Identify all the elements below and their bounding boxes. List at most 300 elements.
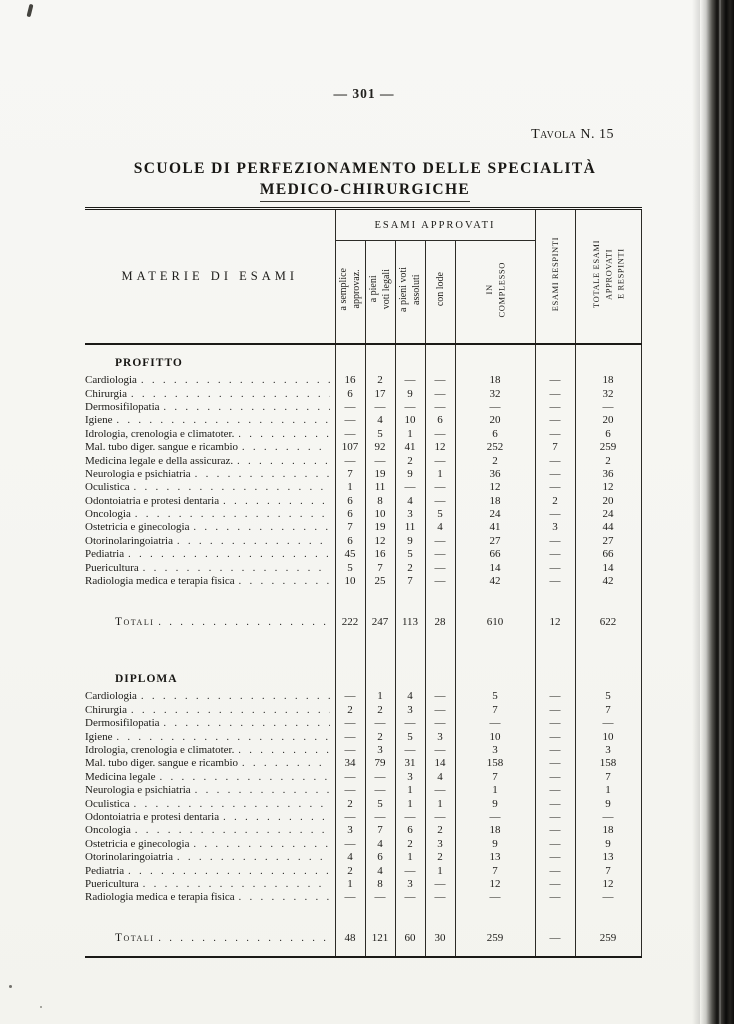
totals-row xyxy=(85,929,641,949)
value-cell: 16 xyxy=(365,548,395,561)
dot-leader xyxy=(116,414,329,427)
value-cell: 10 xyxy=(455,730,535,743)
value-cell: 13 xyxy=(455,851,535,864)
value-cell: — xyxy=(535,864,575,877)
value-cell: 12 xyxy=(575,481,641,494)
empty-cell xyxy=(535,588,575,612)
value-cell: 9 xyxy=(395,387,425,400)
value-cell: — xyxy=(455,891,535,904)
table-row xyxy=(85,717,641,730)
value-cell: 2 xyxy=(395,561,425,574)
row-label: Otorinolaringoiatria . . . xyxy=(85,535,335,548)
dot-leader xyxy=(193,838,329,851)
value-cell: 6 xyxy=(335,508,365,521)
value-cell: 259 xyxy=(575,929,641,949)
value-cell: 7 xyxy=(455,864,535,877)
empty-cell xyxy=(425,632,455,668)
value-cell: 3 xyxy=(395,508,425,521)
value-cell: 10 xyxy=(575,730,641,743)
table-row xyxy=(85,441,641,454)
value-cell: — xyxy=(395,811,425,824)
row-label: Pediatria . . . xyxy=(85,548,335,561)
value-cell: 247 xyxy=(365,612,395,632)
dot-leader xyxy=(238,744,329,757)
value-cell: 12 xyxy=(455,481,535,494)
value-cell: 1 xyxy=(575,784,641,797)
page-number: — 301 — xyxy=(333,86,395,101)
table-row xyxy=(85,690,641,703)
value-cell: 7 xyxy=(455,771,535,784)
value-cell: 14 xyxy=(575,561,641,574)
column-header-a-pieni-voti-assoluti xyxy=(395,241,425,345)
value-cell: — xyxy=(535,824,575,837)
value-cell: — xyxy=(335,771,365,784)
table-row xyxy=(85,374,641,387)
table-row xyxy=(85,851,641,864)
value-cell: — xyxy=(535,481,575,494)
value-cell: — xyxy=(575,717,641,730)
value-cell: 158 xyxy=(575,757,641,770)
row-label: Igiene . . . xyxy=(85,414,335,427)
empty-cell xyxy=(575,632,641,668)
dot-leader xyxy=(134,481,330,494)
value-cell: 32 xyxy=(575,387,641,400)
table-row xyxy=(85,481,641,494)
value-cell: — xyxy=(335,454,365,467)
value-cell: — xyxy=(535,387,575,400)
vertical-header-text: a semplice approvaz. xyxy=(338,268,362,311)
value-cell: 18 xyxy=(455,495,535,508)
empty-cell xyxy=(455,668,535,690)
value-cell: — xyxy=(425,374,455,387)
value-cell: 18 xyxy=(575,824,641,837)
empty-cell xyxy=(335,352,365,374)
value-cell: 7 xyxy=(335,468,365,481)
row-label: Oncologia . . . xyxy=(85,508,335,521)
dot-leader xyxy=(128,548,329,561)
row-label: Dermosifilopatia . . . xyxy=(85,401,335,414)
value-cell: 3 xyxy=(365,744,395,757)
value-cell: 24 xyxy=(575,508,641,521)
value-cell: — xyxy=(425,387,455,400)
value-cell: — xyxy=(335,744,365,757)
value-cell: 252 xyxy=(455,441,535,454)
value-cell: — xyxy=(455,717,535,730)
table-row xyxy=(85,387,641,400)
empty-cell xyxy=(335,949,365,957)
table-row xyxy=(85,730,641,743)
table-row xyxy=(85,414,641,427)
dot-leader xyxy=(242,757,329,770)
table-row xyxy=(85,771,641,784)
empty-cell xyxy=(335,632,365,668)
dot-leader xyxy=(239,575,330,588)
value-cell: 42 xyxy=(455,575,535,588)
row-label: Mal. tubo diger. sangue e ricambio . . . xyxy=(85,441,335,454)
table-row xyxy=(85,757,641,770)
value-cell: 44 xyxy=(575,521,641,534)
value-cell: — xyxy=(535,851,575,864)
value-cell: 27 xyxy=(455,535,535,548)
empty-cell xyxy=(395,344,425,352)
table-row xyxy=(85,468,641,481)
value-cell: — xyxy=(455,811,535,824)
value-cell: 610 xyxy=(455,612,535,632)
value-cell: 6 xyxy=(335,387,365,400)
value-cell: 107 xyxy=(335,441,365,454)
value-cell: 3 xyxy=(455,744,535,757)
value-cell: 42 xyxy=(575,575,641,588)
value-cell: — xyxy=(425,401,455,414)
row-label: Chirurgia . . . xyxy=(85,387,335,400)
row-label: Neurologia e psichiatria . . . xyxy=(85,784,335,797)
value-cell: 5 xyxy=(575,690,641,703)
vertical-header-text: TOTALE ESAMI APPROVATI E RESPINTI xyxy=(590,240,626,308)
dot-leader xyxy=(160,771,330,784)
table-row xyxy=(85,878,641,891)
empty-cell xyxy=(535,668,575,690)
value-cell: 14 xyxy=(425,757,455,770)
value-cell: 3 xyxy=(425,838,455,851)
value-cell: 2 xyxy=(335,704,365,717)
value-cell: 11 xyxy=(395,521,425,534)
empty-cell xyxy=(365,905,395,929)
value-cell: 12 xyxy=(425,441,455,454)
value-cell: 5 xyxy=(395,730,425,743)
value-cell: 1 xyxy=(455,784,535,797)
value-cell: 7 xyxy=(575,771,641,784)
empty-cell xyxy=(535,949,575,957)
table-row xyxy=(85,824,641,837)
spacer-row xyxy=(85,632,641,668)
value-cell: 622 xyxy=(575,612,641,632)
dot-leader xyxy=(177,851,330,864)
table-row xyxy=(85,811,641,824)
empty-cell xyxy=(535,344,575,352)
row-label: Pediatria . . . xyxy=(85,864,335,877)
value-cell: — xyxy=(395,717,425,730)
value-cell: 3 xyxy=(575,744,641,757)
column-header-materie-di-esami: MATERIE DI ESAMI xyxy=(85,209,335,345)
value-cell: — xyxy=(365,891,395,904)
value-cell: 3 xyxy=(335,824,365,837)
value-cell: — xyxy=(535,548,575,561)
value-cell: 7 xyxy=(395,575,425,588)
value-cell: 6 xyxy=(455,428,535,441)
empty-cell xyxy=(335,344,365,352)
empty-cell xyxy=(395,588,425,612)
empty-cell xyxy=(395,905,425,929)
value-cell: 1 xyxy=(395,851,425,864)
value-cell: 222 xyxy=(335,612,365,632)
table-row xyxy=(85,784,641,797)
row-label: Medicina legale e della assicuraz. . . . xyxy=(85,454,335,467)
value-cell: — xyxy=(425,704,455,717)
dot-leader xyxy=(141,690,330,703)
row-label: Puericultura . . . xyxy=(85,561,335,574)
dot-leader xyxy=(239,891,330,904)
value-cell: 1 xyxy=(425,468,455,481)
value-cell: — xyxy=(425,548,455,561)
empty-cell xyxy=(335,905,365,929)
value-cell: 18 xyxy=(455,374,535,387)
value-cell: 20 xyxy=(575,414,641,427)
value-cell: 19 xyxy=(365,468,395,481)
value-cell: 2 xyxy=(425,824,455,837)
empty-cell xyxy=(575,344,641,352)
value-cell: — xyxy=(535,561,575,574)
empty-cell xyxy=(455,352,535,374)
dot-leader xyxy=(237,455,329,468)
dot-leader xyxy=(135,508,330,521)
empty-cell xyxy=(535,352,575,374)
value-cell: — xyxy=(335,414,365,427)
value-cell: 2 xyxy=(365,704,395,717)
empty-cell xyxy=(425,905,455,929)
empty-cell xyxy=(335,668,365,690)
value-cell: — xyxy=(575,891,641,904)
value-cell: 92 xyxy=(365,441,395,454)
value-cell: 10 xyxy=(335,575,365,588)
dot-leader xyxy=(193,521,329,534)
value-cell: 1 xyxy=(425,864,455,877)
value-cell: 2 xyxy=(395,838,425,851)
value-cell: — xyxy=(425,717,455,730)
page-edge-shadow xyxy=(692,0,700,1024)
value-cell: 66 xyxy=(455,548,535,561)
value-cell: 8 xyxy=(365,878,395,891)
table-row xyxy=(85,575,641,588)
dot-leader xyxy=(195,468,330,481)
vertical-header-text: ESAMI RESPINTI xyxy=(549,236,560,312)
value-cell: 18 xyxy=(455,824,535,837)
value-cell: 4 xyxy=(395,495,425,508)
value-cell: 5 xyxy=(395,548,425,561)
value-cell: 13 xyxy=(575,851,641,864)
value-cell: 31 xyxy=(395,757,425,770)
value-cell: — xyxy=(535,414,575,427)
value-cell: 3 xyxy=(395,704,425,717)
spacer-row xyxy=(85,344,641,352)
dot-leader xyxy=(143,562,330,575)
row-label: Igiene . . . xyxy=(85,730,335,743)
row-label: Oculistica . . . xyxy=(85,481,335,494)
value-cell: — xyxy=(535,454,575,467)
vertical-header-text: IN COMPLESSO xyxy=(483,261,506,318)
value-cell: — xyxy=(535,929,575,949)
dot-leader xyxy=(141,374,330,387)
dot-leader xyxy=(164,717,330,730)
value-cell: 24 xyxy=(455,508,535,521)
value-cell: 259 xyxy=(575,441,641,454)
value-cell: 2 xyxy=(335,864,365,877)
table-row xyxy=(85,891,641,904)
value-cell: 158 xyxy=(455,757,535,770)
value-cell: 4 xyxy=(365,414,395,427)
value-cell: 1 xyxy=(365,690,395,703)
table-row xyxy=(85,797,641,810)
value-cell: 2 xyxy=(395,454,425,467)
value-cell: 36 xyxy=(575,468,641,481)
value-cell: — xyxy=(365,811,395,824)
empty-cell xyxy=(455,905,535,929)
value-cell: — xyxy=(535,891,575,904)
value-cell: 12 xyxy=(535,612,575,632)
value-cell: 9 xyxy=(395,535,425,548)
table-row xyxy=(85,838,641,851)
value-cell: 7 xyxy=(575,704,641,717)
empty-cell xyxy=(365,344,395,352)
value-cell: 41 xyxy=(395,441,425,454)
value-cell: — xyxy=(335,784,365,797)
value-cell: 3 xyxy=(395,878,425,891)
value-cell: 4 xyxy=(365,838,395,851)
value-cell: — xyxy=(425,878,455,891)
table-row xyxy=(85,744,641,757)
empty-cell xyxy=(575,588,641,612)
column-header-con-lode xyxy=(425,241,455,345)
value-cell: 4 xyxy=(425,771,455,784)
empty-cell xyxy=(425,668,455,690)
value-cell: 27 xyxy=(575,535,641,548)
value-cell: 18 xyxy=(575,374,641,387)
value-cell: 4 xyxy=(395,690,425,703)
section-header xyxy=(85,352,641,374)
empty-cell xyxy=(335,588,365,612)
empty-cell xyxy=(455,344,535,352)
value-cell: 2 xyxy=(335,797,365,810)
value-cell: — xyxy=(535,838,575,851)
value-cell: 19 xyxy=(365,521,395,534)
row-label: Cardiologia . . . xyxy=(85,374,335,387)
row-label: Odontoiatria e protesi dentaria . . . xyxy=(85,495,335,508)
value-cell: 20 xyxy=(455,414,535,427)
value-cell: 5 xyxy=(335,561,365,574)
dot-leader xyxy=(158,932,329,945)
dot-leader xyxy=(143,878,330,891)
spacer-row xyxy=(85,949,641,957)
value-cell: — xyxy=(535,428,575,441)
scan-artifact xyxy=(40,1006,42,1008)
value-cell: — xyxy=(535,717,575,730)
dot-leader xyxy=(134,798,330,811)
value-cell: — xyxy=(335,811,365,824)
table-row xyxy=(85,521,641,534)
column-header-esami-respinti xyxy=(535,209,575,345)
value-cell: 41 xyxy=(455,521,535,534)
value-cell: 12 xyxy=(455,878,535,891)
dot-leader xyxy=(116,731,329,744)
value-cell: 3 xyxy=(535,521,575,534)
value-cell: 9 xyxy=(455,838,535,851)
value-cell: — xyxy=(425,495,455,508)
value-cell: — xyxy=(535,744,575,757)
empty-cell xyxy=(365,588,395,612)
value-cell: — xyxy=(535,784,575,797)
empty-cell xyxy=(365,949,395,957)
totals-label: Totali . . . xyxy=(85,612,335,632)
value-cell: 34 xyxy=(335,757,365,770)
value-cell: 4 xyxy=(335,851,365,864)
value-cell: 14 xyxy=(455,561,535,574)
value-cell: — xyxy=(335,838,365,851)
value-cell: 2 xyxy=(365,730,395,743)
value-cell: — xyxy=(535,575,575,588)
page-title xyxy=(40,159,690,202)
value-cell: 36 xyxy=(455,468,535,481)
row-label: Radiologia medica e terapia fisica . . . xyxy=(85,575,335,588)
value-cell: 2 xyxy=(425,851,455,864)
empty-cell xyxy=(425,588,455,612)
value-cell: 6 xyxy=(395,824,425,837)
value-cell: 10 xyxy=(365,508,395,521)
value-cell: — xyxy=(425,744,455,757)
value-cell: 25 xyxy=(365,575,395,588)
spacer-row xyxy=(85,905,641,929)
value-cell: 259 xyxy=(455,929,535,949)
empty-cell xyxy=(575,668,641,690)
empty-cell xyxy=(395,352,425,374)
value-cell: — xyxy=(335,717,365,730)
value-cell: 7 xyxy=(365,561,395,574)
value-cell: — xyxy=(395,374,425,387)
value-cell: 5 xyxy=(425,508,455,521)
table-row xyxy=(85,561,641,574)
row-label: Oncologia . . . xyxy=(85,824,335,837)
vertical-header-text: con lode xyxy=(434,272,446,307)
value-cell: 1 xyxy=(335,481,365,494)
value-cell: 6 xyxy=(365,851,395,864)
dot-leader xyxy=(131,704,330,717)
value-cell: 28 xyxy=(425,612,455,632)
dot-leader xyxy=(177,535,330,548)
value-cell: — xyxy=(395,744,425,757)
value-cell: — xyxy=(365,717,395,730)
value-cell: — xyxy=(365,401,395,414)
value-cell: — xyxy=(455,401,535,414)
value-cell: 16 xyxy=(335,374,365,387)
value-cell: — xyxy=(395,401,425,414)
value-cell: 3 xyxy=(395,771,425,784)
table-row xyxy=(85,454,641,467)
value-cell: — xyxy=(535,878,575,891)
value-cell: 79 xyxy=(365,757,395,770)
book-binding-edge xyxy=(700,0,734,1024)
empty-cell xyxy=(365,352,395,374)
column-header-totale-esami xyxy=(575,209,641,345)
value-cell: 9 xyxy=(455,797,535,810)
value-cell: 7 xyxy=(535,441,575,454)
value-cell: — xyxy=(395,864,425,877)
value-cell: — xyxy=(535,374,575,387)
table-row xyxy=(85,704,641,717)
value-cell: 48 xyxy=(335,929,365,949)
value-cell: 4 xyxy=(425,521,455,534)
value-cell: — xyxy=(335,891,365,904)
row-label: Otorinolaringoiatria . . . xyxy=(85,851,335,864)
value-cell: — xyxy=(535,508,575,521)
value-cell: 3 xyxy=(425,730,455,743)
value-cell: — xyxy=(535,468,575,481)
empty-cell xyxy=(575,352,641,374)
value-cell: 17 xyxy=(365,387,395,400)
value-cell: 121 xyxy=(365,929,395,949)
value-cell: — xyxy=(535,535,575,548)
dot-leader xyxy=(195,784,330,797)
value-cell: 113 xyxy=(395,612,425,632)
scan-artifact xyxy=(26,4,33,18)
value-cell: 9 xyxy=(395,468,425,481)
